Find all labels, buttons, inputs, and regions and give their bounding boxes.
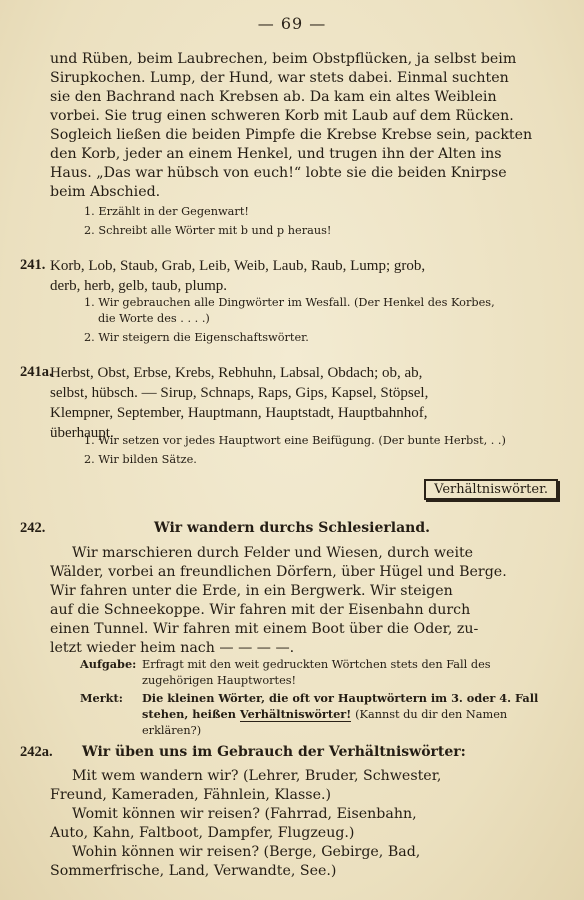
text-line: Womit können wir reisen? (Fahrrad, Eisenbahn, bbox=[72, 806, 417, 822]
word-list-line: Herbst, Obst, Erbse, Krebs, Rebhuhn, Labsal, Obdach; ob, ab, bbox=[50, 365, 423, 381]
task-item: 1. Erzählt in der Gegenwart! bbox=[84, 205, 249, 218]
text-line: Auto, Kahn, Faltboot, Dampfer, Flugzeug.) bbox=[50, 825, 355, 841]
exercise-number: 241a. bbox=[20, 364, 53, 380]
task-item: 2. Schreibt alle Wörter mit b und p heraus! bbox=[84, 224, 332, 237]
text-line: letzt wieder heim nach — — — —. bbox=[50, 640, 295, 656]
word-list-line: Klempner, September, Hauptmann, Hauptstadt, Hauptbahnhof, bbox=[50, 405, 428, 421]
exercise-number: 241. bbox=[20, 257, 46, 273]
exercise-241-tasks bbox=[80, 295, 558, 346]
exercise-number: 242a. bbox=[20, 744, 53, 760]
text-line: auf die Schneekoppe. Wir fahren mit der Eisenbahn durch bbox=[50, 602, 471, 618]
exercise-242-title: Wir wandern durchs Schlesierland. bbox=[153, 520, 431, 536]
page-number: — 69 — bbox=[257, 14, 327, 33]
exercise-241a-tasks bbox=[80, 433, 558, 468]
exercise-242a-title: Wir üben uns im Gebrauch der Verhältniswörter: bbox=[82, 744, 466, 760]
task-item: 2. Wir bilden Sätze. bbox=[84, 453, 197, 466]
task-item: 1. Wir setzen vor jedes Hauptwort eine Beifügung. (Der bunte Herbst, . .) bbox=[84, 434, 506, 447]
text-line: einen Tunnel. Wir fahren mit einem Boot über die Oder, zu- bbox=[50, 621, 479, 637]
text-line: Mit wem wandern wir? (Lehrer, Bruder, Schwester, bbox=[72, 768, 442, 784]
exercise-242-aufgabe bbox=[80, 656, 558, 689]
text-line: Wohin können wir reisen? (Berge, Gebirge, Bad, bbox=[72, 844, 421, 860]
exercise-241 bbox=[20, 256, 558, 296]
exercise-number: 242. bbox=[20, 520, 46, 536]
task-item bbox=[80, 295, 558, 327]
word-list-line: überhaupt. bbox=[50, 425, 114, 441]
text-line: Wir fahren unter die Erde, in ein Bergwerk. Wir steigen bbox=[50, 583, 453, 599]
text-line: Sommerfrische, Land, Verwandte, See.) bbox=[50, 863, 337, 879]
text-line: Wir marschieren durch Felder und Wiesen, durch weite bbox=[72, 545, 474, 561]
exercise-242a-text bbox=[50, 767, 558, 881]
task-continuation: die Worte des . . . .) bbox=[98, 312, 210, 325]
note-text: stehen, heißen bbox=[142, 707, 236, 721]
exercise-241a bbox=[20, 363, 558, 443]
intro-tasks bbox=[80, 204, 558, 239]
text-line: und Rüben, beim Laubrechen, beim Obstpflücken, ja selbst beim bbox=[50, 51, 517, 67]
note-continuation: zugehörigen Hauptwortes! bbox=[142, 674, 297, 687]
task-text: 1. Wir gebrauchen alle Dingwörter im Wesfall. (Der Henkel des Korbes, bbox=[84, 296, 495, 309]
word-list-line: Korb, Lob, Staub, Grab, Leib, Weib, Laub, Raub, Lump; grob, bbox=[50, 258, 426, 274]
section-label-box: Verhältniswörter. bbox=[424, 479, 558, 500]
text-line: Wälder, vorbei an freundlichen Dörfern, über Hügel und Berge. bbox=[50, 564, 507, 580]
text-line: Sogleich ließen die beiden Pimpfe die Krebse Krebse sein, packten bbox=[50, 127, 533, 143]
exercise-242-merkt bbox=[80, 690, 558, 739]
word-list-line: derb, herb, gelb, taub, plump. bbox=[50, 278, 228, 294]
underlined-term: Verhältniswörter! bbox=[239, 707, 352, 721]
note-continuation: erklären?) bbox=[142, 724, 202, 737]
text-line: sie den Bachrand nach Krebsen ab. Da kam ein altes Weiblein bbox=[50, 89, 497, 105]
exercise-242-text bbox=[50, 544, 558, 658]
text-line: beim Abschied. bbox=[50, 184, 161, 200]
text-line: Freund, Kameraden, Fähnlein, Klasse.) bbox=[50, 787, 332, 803]
task-item: 2. Wir steigern die Eigenschaftswörter. bbox=[84, 331, 309, 344]
note-text: Die kleinen Wörter, die oft vor Hauptwörtern im 3. oder 4. Fall bbox=[142, 691, 539, 705]
note-label: Aufgabe: bbox=[80, 657, 137, 671]
word-list-line: selbst, hübsch. — Sirup, Schnaps, Raps, Gips, Kapsel, Stöpsel, bbox=[50, 385, 429, 401]
text-line: Haus. „Das war hübsch von euch!“ lobte sie die beiden Knirpse bbox=[50, 165, 507, 181]
note-text: (Kannst du dir den Namen bbox=[355, 708, 508, 721]
note-text: Erfragt mit den weit gedruckten Wörtchen stets den Fall des bbox=[142, 658, 491, 671]
text-line: den Korb, jeder an einem Henkel, und trugen ihn der Alten ins bbox=[50, 146, 502, 162]
text-line: vorbei. Sie trug einen schweren Korb mit Laub auf dem Rücken. bbox=[50, 108, 514, 124]
intro-paragraph bbox=[50, 50, 558, 202]
text-line: Sirupkochen. Lump, der Hund, war stets dabei. Einmal suchten bbox=[50, 70, 509, 86]
note-label: Merkt: bbox=[80, 691, 123, 705]
